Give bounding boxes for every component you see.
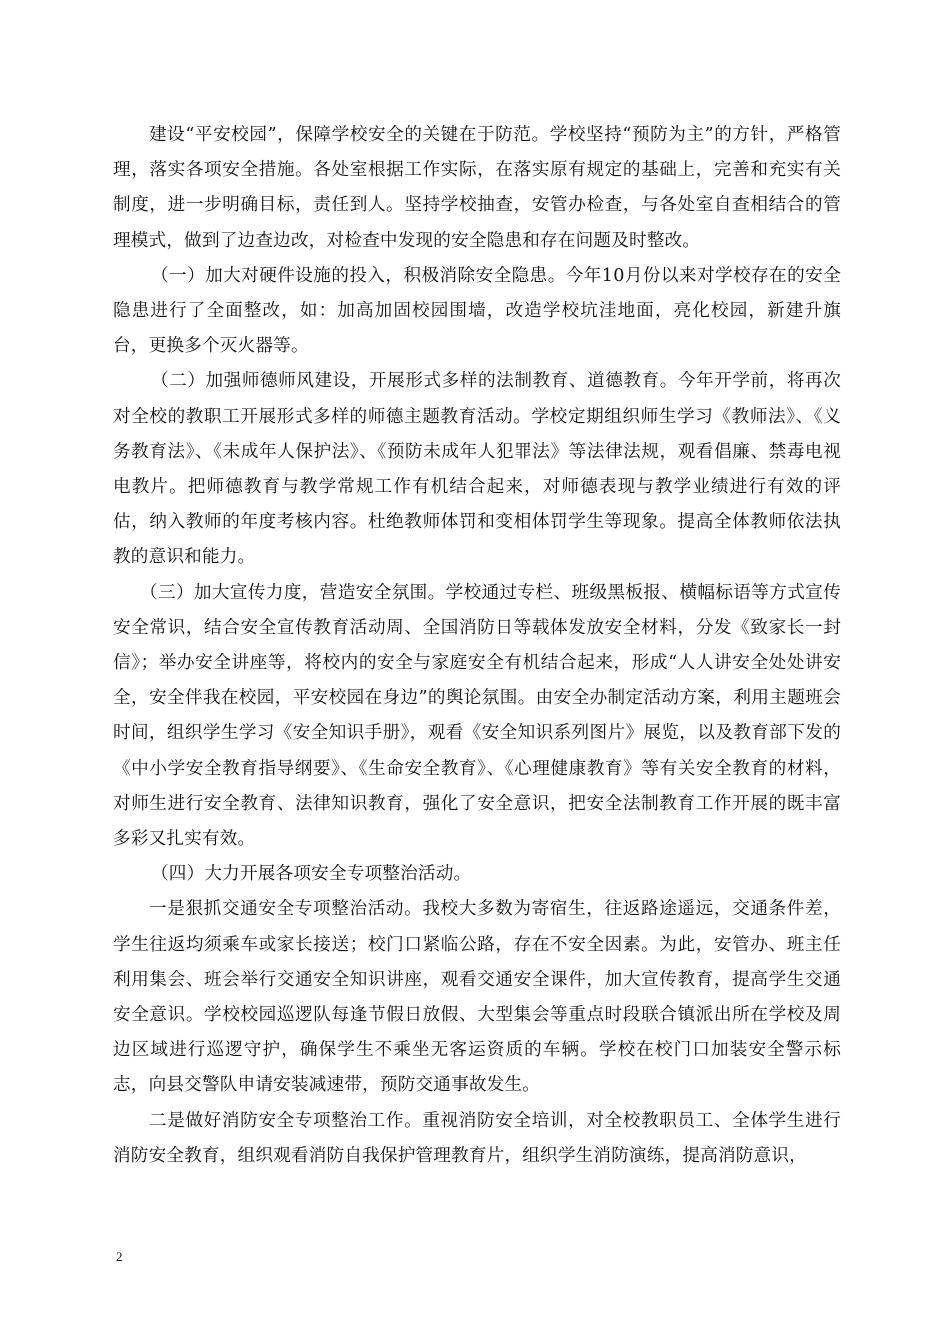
- document-body: [113, 118, 841, 1174]
- paragraph-section-4-heading: （四）大力开展各项安全专项整治活动。: [151, 864, 472, 885]
- page-number: 2: [116, 1249, 123, 1264]
- paragraph-section-1: （一）加大对硬件设施的投入，积极消除安全隐患。今年10月份以来对学校存在的安全隐患进行了全面整改，如：加高加固校园围墙，改造学校坑洼地面，亮化校园，新建升旗台，更换多个灭火器等。: [113, 265, 841, 357]
- paragraph-section-3: （三）加大宣传力度，营造安全氛围。学校通过专栏、班级黑板报、横幅标语等方式宣传安全常识，结合安全宣传教育活动周、全国消防日等载体发放安全材料，分发《致家长一封信》；举办安全讲座等，将校内的安全与家庭安全有机结合起来，形成“人人讲安全处处讲安全，安全伴我在校园，平安校园在身边”的舆论氛围。由安全办制定活动方案，利用主题班会时间，组织学生学习《安全知识手册》，观看《安全知识系列图片》展览，以及教育部下发的《中小学安全教育指导纲要》、《生命安全教育》、《心理健康教育》等有关安全教育的材料，对师生进行安全教育、法律知识教育，强化了安全意识，把安全法制教育工作开展的既丰富多彩又扎实有效。: [113, 582, 841, 850]
- paragraph-section-2: （二）加强师德师风建设，开展形式多样的法制教育、道德教育。今年开学前，将再次对全校的教职工开展形式多样的师德主题教育活动。学校定期组织师生学习《教师法》、《义务教育法》、《未成年人保护法》、《预防未成年人犯罪法》等法律法规，观看倡廉、禁毒电视电教片。把师德教育与教学常规工作有机结合起来，对师德表现与教学业绩进行有效的评估，纳入教师的年度考核内容。杜绝教师体罚和变相体罚学生等现象。提高全体教师依法执教的意识和能力。: [113, 371, 841, 568]
- paragraph-traffic-safety: 一是狠抓交通安全专项整治活动。我校大多数为寄宿生，往返路途遥远，交通条件差，学生往返均须乘车或家长接送；校门口紧临公路，存在不安全因素。为此，安管办、班主任利用集会、班会举行交通安全知识讲座，观看交通安全课件，加大宣传教育，提高学生交通安全意识。学校校园巡逻队每逢节假日放假、大型集会等重点时段联合镇派出所在学校及周边区域进行巡逻守护，确保学生不乘坐无客运资质的车辆。学校在校门口加装安全警示标志，向县交警队申请安装减速带，预防交通事故发生。: [113, 899, 841, 1096]
- paragraph-fire-safety: 二是做好消防安全专项整治工作。重视消防安全培训，对全校教职员工、全体学生进行消防安全教育，组织观看消防自我保护管理教育片，组织学生消防演练，提高消防意识，: [113, 1110, 841, 1166]
- paragraph-intro: 建设“平安校园”，保障学校安全的关键在于防范。学校坚持“预防为主”的方针，严格管理，落实各项安全措施。各处室根据工作实际，在落实原有规定的基础上，完善和充实有关制度，进一步明确目标，责任到人。坚持学校抽查，安管办检查，与各处室自查相结合的管理模式，做到了边查边改，对检查中发现的安全隐患和存在问题及时整改。: [113, 125, 841, 251]
